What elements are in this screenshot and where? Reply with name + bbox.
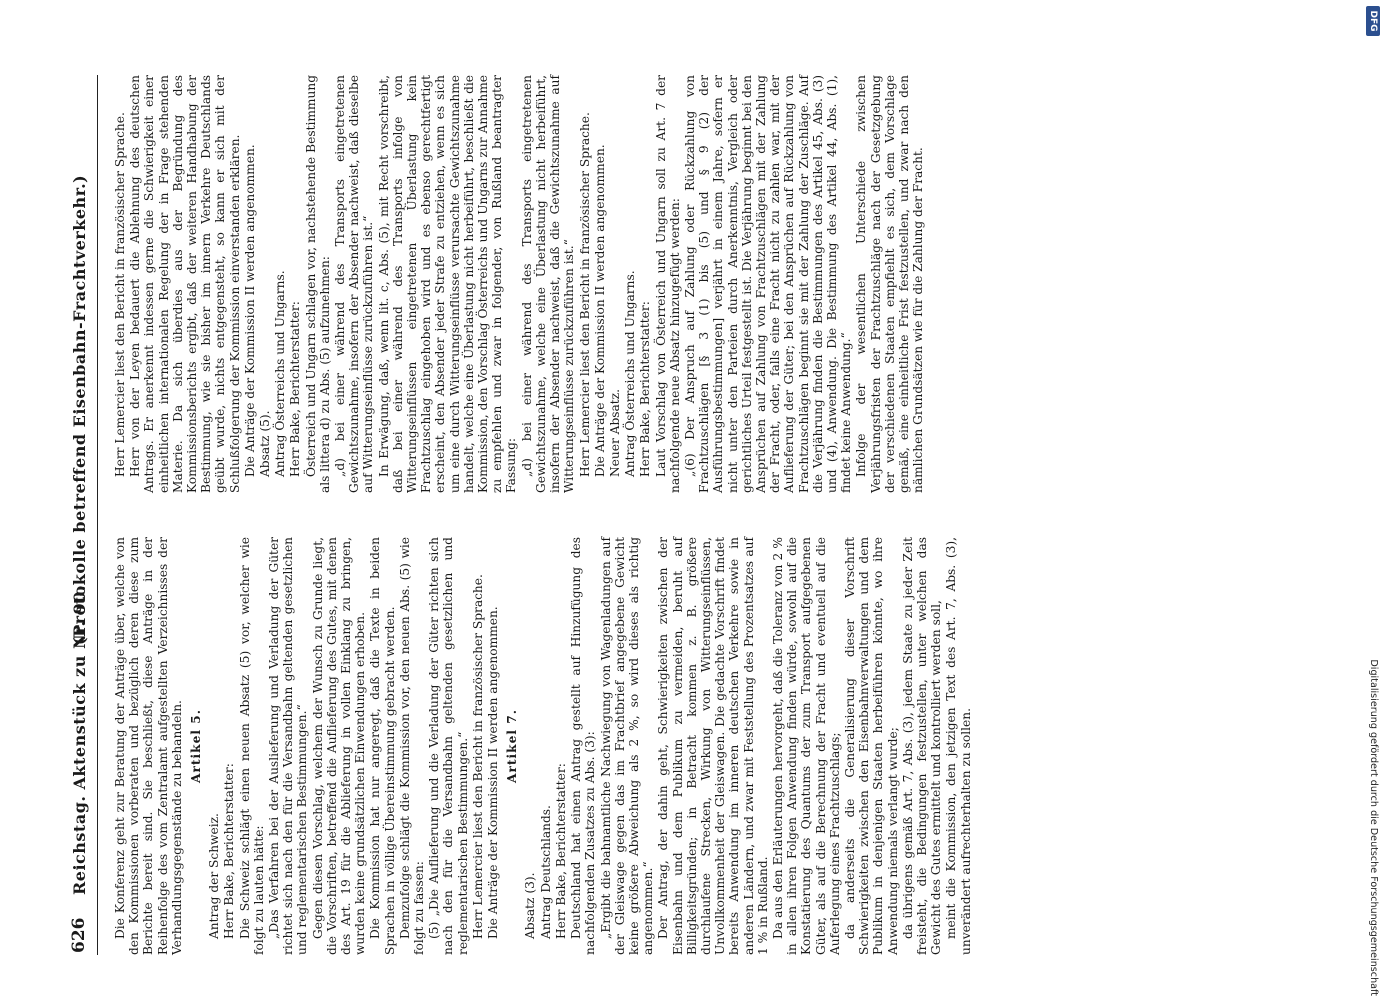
paragraph: Infolge der wesentlichen Unterschiede zwischen Verjährungsfristen der Frachtzuschläge nach der Gesetzgebung der verschiedenen Staaten empfiehlt es sich, dem Vorschlage gemäß, eine einheitliche Frist festzustellen, und zwar nach den nämlichen Grundsätzen wie für die Zahlung der Fracht. — [854, 75, 926, 493]
paragraph: Herr Bake, Berichterstatter: — [638, 301, 653, 477]
paragraph: „d) bei einer während des Transports eingetretenen Gewichtszunahme, insofern der Absender nachweist, daß dieselbe auf Witterungseinflüsse zurückzuführen ist.“ — [333, 75, 376, 493]
paragraph: Antrag Österreichs und Ungarns. — [273, 270, 288, 477]
left-column — [113, 537, 974, 955]
paragraph: „(6) Der Anspruch auf Zahlung oder Rückzahlung von Frachtzuschlägen [§ 3 (1) bis (5) und § 9 (2) der Ausführungsbestimmungen] verjährt in einem Jahre, sofern er nicht unter den Parteien durch Anerkenntnis, Vergleich oder gerichtliches Urteil festgestellt ist. Die Verjährung beginnt bei den Ansprüchen auf Zahlung von Frachtzuschlägen mit der Zahlung der Fracht, oder, falls eine Fracht nicht zu zahlen war, mit der Auflieferung der Güter; bei den Ansprüchen auf Rückzahlung von Frachtzuschlägen beginnt sie mit der Zahlung der Zuschläge. Auf die Verjährung finden die Bestimmungen des Artikel 45, Abs. (3) und (4), Anwendung. Die Bestimmung des Artikel 44, Abs. (1), findet keine Anwendung.“ — [682, 75, 854, 493]
paragraph: „d) bei einer während des Transports eingetretenen Gewichtszunahme, welche eine Überlastung nicht herbeiführt, insofern der Absender nachweist, daß die Gewichtszunahme auf Witterungseinflüsse zurückzuführen ist.“ — [519, 75, 577, 493]
paragraph: Die Konferenz geht zur Beratung der Anträge über, welche von den Kommissionen vorberaten und bezüglich deren diese zum Berichte bereit sind. Sie beschließt, diese Anträge in der Reihenfolge des vom Zentralamt aufgestellten Verzeichnisses der Verhandlungsgegenstände zu behandeln. — [113, 537, 184, 955]
paragraph: Die Anträge der Kommission II werden angenommen. — [242, 144, 257, 477]
paragraph: Die Anträge der Kommission II werden angenommen. — [486, 606, 501, 939]
paragraph: „Das Verfahren bei der Auslieferung und Verladung der Güter richtet sich nach den für die Versandbahn geltenden gesetzlichen und reglementarischen Bestimmungen.“ — [267, 537, 310, 955]
paragraph: Herr Bake, Berichterstatter: — [222, 763, 237, 939]
paragraph: Absatz (3). — [523, 872, 538, 939]
paragraph: Antrag Deutschlands. — [538, 805, 553, 939]
article-5-heading: Artikel 5. — [189, 709, 204, 783]
paragraph: Österreich und Ungarn schlagen vor, nachstehende Bestimmung als littera d) zu Abs. (5) aufzunehmen: — [303, 75, 332, 493]
paragraph: Neuer Absatz. — [607, 389, 622, 477]
paragraph: Herr von der Leyen bedauert die Ablehnung des deutschen Antrags. Er anerkennt indessen gerne die Schwierigkeit einer einheitlichen internationalen Regelung der in Frage stehenden Materie. Da sich überdies aus der Begründung des Kommissionsberichts ergibt, daß der weiteren Handhabung der Bestimmung, wie sie bisher im innern Verkehre Deutschlands geübt wurde, nichts entgegensteht, so kann er sich mit der Schlußfolgerung der Kommission einverstanden erklären. — [128, 75, 242, 493]
paragraph: da übrigens gemäß Art. 7, Abs. (3), jedem Staate zu jeder Zeit freisteht, die Bedingungen festzustellen, unter welchen das Gewicht des Gutes ermittelt und kontrolliert werden soll, — [900, 537, 944, 955]
page-number: 626 — [69, 917, 89, 953]
paragraph: (5) „Die Auflieferung und die Verladung der Güter richten sich nach den für die Versandbahn geltenden gesetzlichen und reglementarischen Bestimmungen.“ — [427, 537, 470, 955]
right-column — [113, 75, 926, 493]
paragraph: Gegen diesen Vorschlag, welchem der Wunsch zu Grunde liegt, die Vorschriften, betreffend die Auflieferung des Gutes, mit denen des Art. 19 für die Ablieferung in vollen Einklang zu bringen, wurden keine grundsätzlichen Einwendungen erhoben. — [310, 537, 368, 955]
paragraph: Laut Vorschlag von Österreich und Ungarn soll zu Art. 7 der nachfolgende neue Absatz hinzugefügt werden: — [653, 75, 682, 493]
page-header — [71, 75, 98, 955]
digitization-credit — [1367, 6, 1379, 996]
paragraph: Herr Bake, Berichterstatter: — [288, 301, 303, 477]
paragraph: Herr Lemercier liest den Bericht in französischer Sprache. — [113, 112, 127, 477]
paragraph: meint die Kommission, den jetzigen Text des Art. 7, Abs. (3), unverändert aufrechterhalten zu sollen. — [944, 537, 973, 955]
paragraph: Antrag der Schweiz. — [207, 813, 222, 939]
paragraph: Da aus den Erläuterungen hervorgeht, daß die Toleranz von 2 % in allen ihren Folgen Anwendung finden würde, sowohl auf die Konstatierung des Quantums der zum Transport aufgegebenen Güter, als auf die Berechnung der Fracht und eventuell auf die Auferlegung eines Frachtzuschlags; — [770, 537, 842, 955]
paragraph: „Ergibt die bahnamtliche Nachwiegung von Wagenladungen auf der Gleiswage gegen das im Frachtbrief angegebene Gewicht keine größere Abweichung als 2 %, so wird dieses als richtig angenommen.“ — [598, 537, 656, 955]
paragraph: Die Schweiz schlägt einen neuen Absatz (5) vor, welcher wie folgt zu lauten hätte: — [237, 537, 266, 955]
article-7-heading: Artikel 7. — [505, 709, 520, 783]
paragraph: Herr Bake, Berichterstatter: — [553, 763, 568, 939]
document-page — [55, 75, 1305, 955]
running-title: Reichstag. Aktenstück zu Nr. 90. — [70, 584, 89, 895]
paragraph: Herr Lemercier liest den Bericht in französischer Sprache. — [577, 112, 592, 477]
paragraph: Demzufolge schlägt die Kommission vor, den neuen Abs. (5) wie folgt zu fassen: — [397, 537, 427, 955]
paragraph: Der Antrag, der dahin geht, Schwierigkeiten zwischen der Eisenbahn und dem Publikum zu vermeiden, beruht auf Billigkeitsgründen; in Betracht kommen z. B. größere durchlaufene Strecken, Wirkung von Witterungseinflüssen, Unvollkommenheit der Gleiswagen. Die gedachte Vorschrift findet bereits Anwendung im inneren deutschen Verkehre sowie in anderen Ländern, und zwar mit Feststellung des Prozentsatzes auf 1 % in Rußland. — [656, 537, 770, 955]
paragraph: Die Kommission hat nur angeregt, daß die Texte in beiden Sprachen in völlige Übereinstimmung gebracht werden. — [368, 537, 397, 955]
section-title: (Protokolle betreffend Eisenbahn-Frachtverkehr.) — [70, 174, 89, 645]
dfg-logo-text: DFG — [1368, 10, 1378, 32]
paragraph: Absatz (5). — [258, 410, 273, 477]
paragraph: da anderseits die Generalisierung dieser Vorschrift Schwierigkeiten zwischen den Eisenbahnverwaltungen und dem Publikum in denjenigen Staaten herbeiführen könnte, wo ihre Anwendung niemals verlangt wurde; — [842, 537, 900, 955]
paragraph: Die Anträge der Kommission II werden angenommen. — [592, 144, 607, 477]
paragraph: Antrag Österreichs und Ungarns. — [623, 270, 638, 477]
digitization-credit-text: Digitalisierung gefördert durch die Deutsche Forschungsgemeinschaft — [1368, 659, 1379, 996]
paragraph: In Erwägung, daß, wenn lit. c, Abs. (5), mit Recht vorschreibt, daß bei einer während des Transports infolge von Witterungseinflüssen eingetretenen Überlastung kein Frachtzuschlag eingehoben wird und es ebenso gerechtfertigt erscheint, den Absender jeder Strafe zu entziehen, wenn es sich um eine durch Witterungseinflüsse verursachte Gewichtszunahme handelt, welche eine Überlastung nicht herbeiführt, beschließt die Kommission, den Vorschlag Österreichs und Ungarns zur Annahme zu empfehlen und zwar in folgender, von Rußland beantragter Fassung: — [376, 75, 519, 493]
paragraph: Deutschland hat einen Antrag gestellt auf Hinzufügung des nachfolgenden Zusatzes zu Abs. (3): — [569, 537, 598, 955]
paragraph: Herr Lemercier liest den Bericht in französischer Sprache. — [470, 574, 485, 939]
